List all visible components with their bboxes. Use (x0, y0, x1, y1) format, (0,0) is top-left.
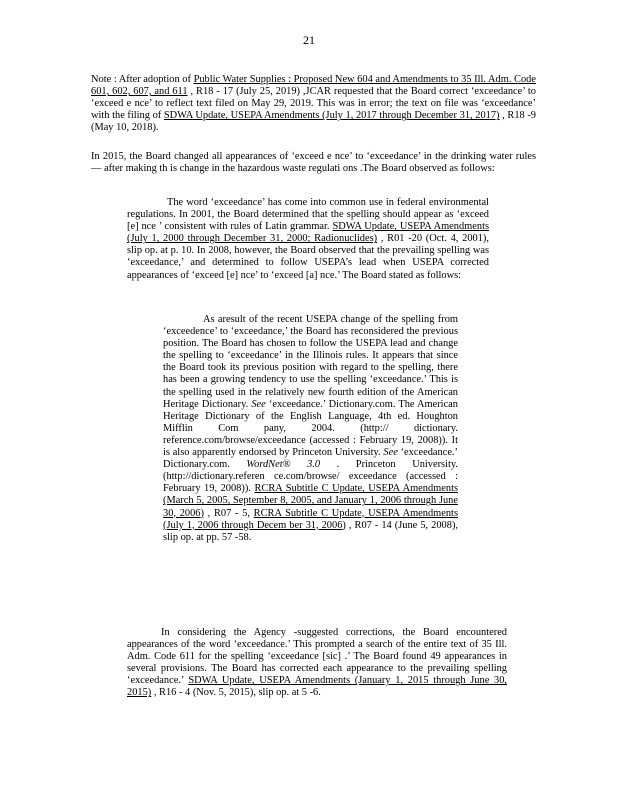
note-text-2: , R18 -9 (May 10, 2018). (91, 110, 536, 134)
quote-2-text-1: As aresult of the recent USEPA change of the spelling from ‘exceedence’ to ‘exceedance,’ the Board has reconsidered the previous position. The Board has chosen to follow the USEPA lead and change the spelling to ‘exceedance’ in the Illinois rules. It appears that since the Board took its previous position with regard to the spelling, there has been a growing tendency to use the spelling ‘exceedance.’ This is the spelling used in the relatively new fourth edition of the American Heritage Dictionary. (163, 314, 458, 410)
case-title-sdwa-update-2000: SDWA Update, USEPA Amendments (July 1, 2000 through December 31, 2000; Radionuclides) (127, 221, 490, 245)
case-title-sdwa-update-2017: SDWA Update, USEPA Amendments (July 1, 2017 through December 31, 2017) (163, 110, 500, 122)
block-quote-2 (163, 314, 458, 544)
note-text-1: , R18 - 17 (July 25, 2019) ,JCAR requested that the Board correct ‘exceedance’ to ‘exceed e nce’ to reflect text filed on May 29, 2019. This was in error; the text on file was ‘exceedance’ with the filing of (91, 86, 536, 122)
block-quote-3 (127, 627, 507, 700)
paragraph-2015-text: In 2015, the Board changed all appearances of ‘exceed e nce’ to ‘exceedance’ in the drinking water rules — after making th is change in the hazardous waste regulati ons .The Board observed as follows: (91, 151, 536, 175)
quote-2-text-4: . Princeton University. (http://dictionary.referen ce.com/browse/ exceedance (accessed : February 19, 2008)). (163, 459, 458, 495)
note-prefix: Note : After adoption of (91, 74, 194, 85)
case-title-rcra-2005: RCRA Subtitle C Update, USEPA Amendments (March 5, 2005, September 8, 2005, and January 1, 2006 through June 30, 2006) (163, 483, 458, 519)
wordnet-reference: WordNet® 3.0 (246, 459, 321, 471)
paragraph-2015 (91, 151, 536, 175)
quote-2-text-5: , R07 - 5, (203, 507, 254, 519)
quote-1-text-2: , R01 -20 (Oct. 4, 2001), slip op. at p. 10. In 2008, however, the Board observed that the prevailing spelling was ‘exceedance,’ and determined to follow USEPA’s lead when USEPA corrected appearances of ‘exceed [e] nce’ to ‘exceed [a] nce.’ The Board stated as follows: (127, 233, 489, 281)
quote-2-text-6: , R07 - 14 (June 5, 2008), slip op. at pp. 57 -58. (163, 519, 458, 543)
case-title-sdwa-update-2015: SDWA Update, USEPA Amendments (January 1, 2015 through June 30, 2015) (127, 675, 508, 699)
page-number: 21 (303, 33, 315, 47)
quote-2-text-3: ‘exceedance.’ Dictionary.com. (163, 447, 458, 471)
quote-3-text-1: In considering the Agency -suggested corrections, the Board encountered appearances of the word ‘exceedance.’ This prompted a search of the entire text of 35 Ill. Adm. Code 611 for the spelling ‘exceedance [sic] .’ The Board found 49 appearances in several provisions. The Board has corrected each appearance to the prevailing spelling ‘exceedance.’ (127, 627, 507, 687)
quote-1-text-1: The word ‘exceedance’ has come into common use in federal environmental regulations. In 2001, the Board determined that the spelling should appear as ‘exceed [e] nce ’ consistent with rules of Latin grammar. (127, 197, 489, 233)
case-title-rcra-2006: RCRA Subtitle C Update, USEPA Amendments (July 1, 2006 through Decem ber 31, 2006) (163, 507, 458, 531)
quote-3-text-2: , R16 - 4 (Nov. 5, 2015), slip op. at 5 -6. (151, 687, 321, 699)
see-signal-1: See (251, 398, 266, 410)
block-quote-1 (127, 197, 489, 282)
see-signal-2: See (383, 447, 398, 459)
case-title-public-water-supplies: Public Water Supplies : Proposed New 604 and Amendments to 35 Ill. Adm. Code 601, 602, 607, and 611 (91, 74, 536, 98)
quote-2-text-2: ‘exceedance.’ Dictionary.com. The American Heritage Dictionary of the English Language, 4th ed. Houghton Mifflin Com pany, 2004. (http:// dictionary. reference.com/browse/exceedance (accessed : February 19, 2008)). It is also apparently endorsed by Princeton University. (163, 398, 458, 459)
note-paragraph (91, 74, 536, 134)
